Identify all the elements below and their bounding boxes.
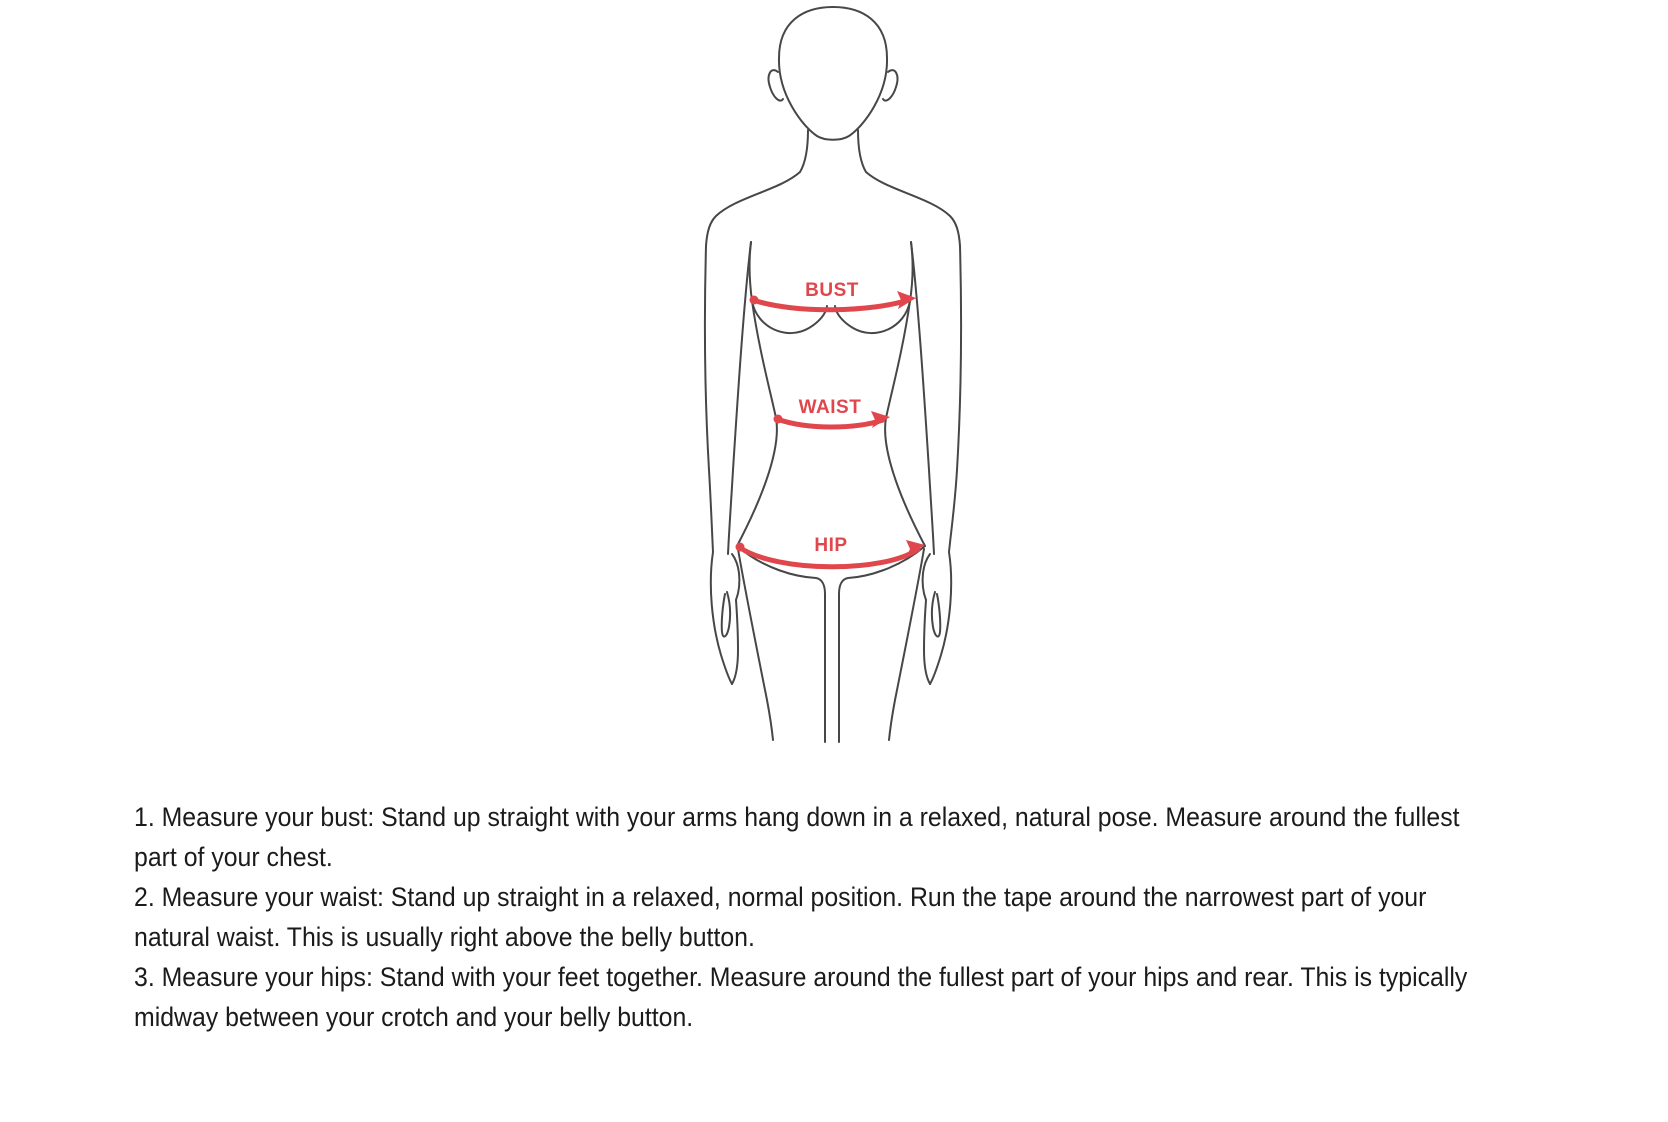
- left-arm-inner: [728, 242, 751, 554]
- left-hip-crease: [737, 546, 825, 742]
- measuring-instructions: [134, 797, 1467, 1037]
- right-chest-side: [910, 242, 913, 301]
- hip-line-dot: [736, 543, 745, 552]
- instruction-line: 2. Measure your waist: Stand up straight in a relaxed, normal position. Run the tape around the narrowest part of your: [134, 882, 1427, 912]
- instruction-item-waist: [134, 877, 1467, 957]
- bust-label: BUST: [805, 280, 859, 301]
- left-thigh-outer: [738, 549, 773, 740]
- instruction-line: midway between your crotch and your belly button.: [134, 1002, 694, 1032]
- waist-measurement-line: [774, 397, 891, 428]
- instruction-item-hips: [134, 957, 1467, 1037]
- left-arm-outer: [705, 246, 713, 552]
- left-chest-side: [749, 242, 752, 301]
- left-hand-outline: [711, 552, 740, 684]
- head-outline: [779, 7, 887, 140]
- instruction-line: 1. Measure your bust: Stand up straight with your arms hang down in a relaxed, natural pose. Measure around the fullest: [134, 802, 1460, 832]
- instruction-item-bust: [134, 797, 1467, 877]
- instruction-line: natural waist. This is usually right above the belly button.: [134, 922, 755, 952]
- right-hand-outline: [923, 552, 952, 684]
- right-hip-crease: [839, 546, 925, 742]
- figure-outline: [705, 7, 961, 742]
- hip-label: HIP: [814, 535, 848, 556]
- bust-line-dot: [750, 296, 759, 305]
- instruction-line: part of your chest.: [134, 842, 333, 872]
- waist-label: WAIST: [798, 397, 862, 418]
- right-neck-shoulder: [858, 130, 960, 246]
- right-arm-outer: [949, 246, 961, 552]
- bust-measurement-line: [750, 280, 917, 310]
- right-arm-inner: [911, 242, 934, 554]
- right-thigh-outer: [889, 549, 924, 740]
- instruction-line: 3. Measure your hips: Stand with your feet together. Measure around the fullest part of your hips and rear. This is typically: [134, 962, 1468, 992]
- hip-measurement-line: [736, 535, 926, 567]
- waist-line-dot: [774, 415, 783, 424]
- left-neck-shoulder: [706, 130, 808, 246]
